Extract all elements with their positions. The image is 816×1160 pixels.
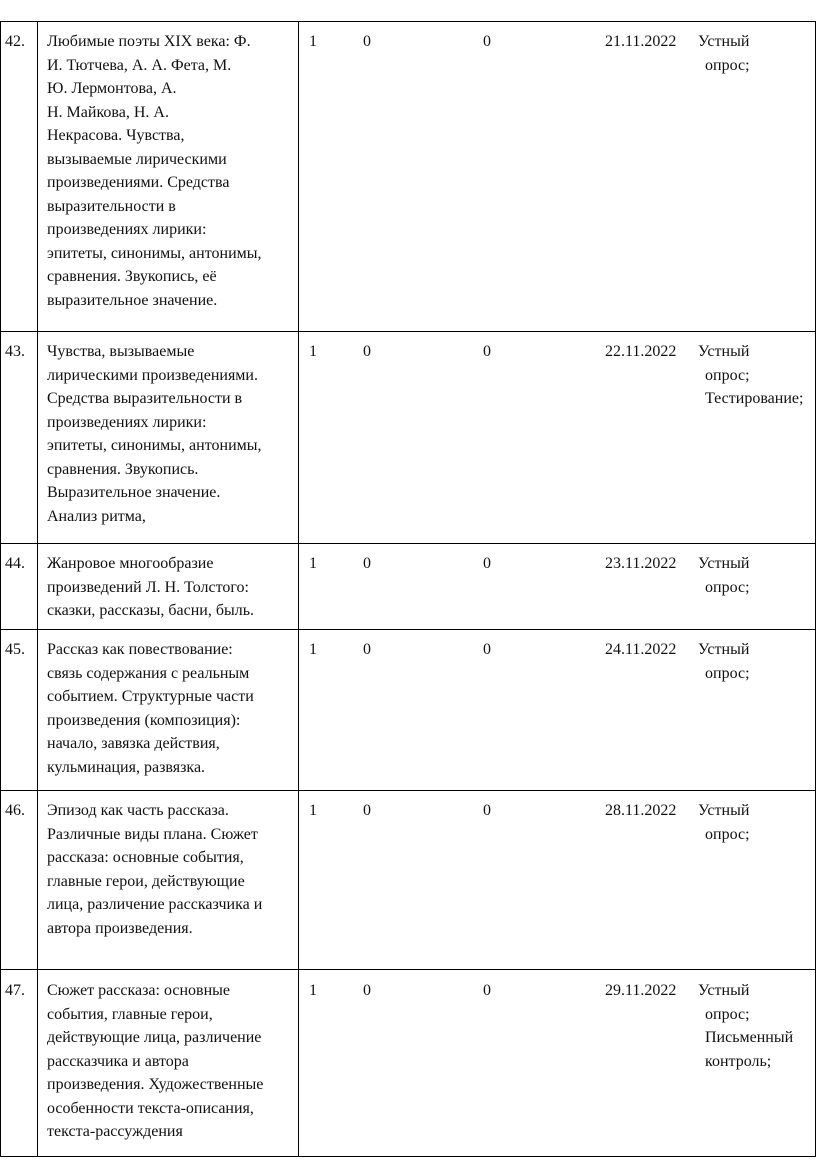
row-border xyxy=(0,1156,816,1157)
row-border xyxy=(0,543,816,544)
lesson-number: 43. xyxy=(5,343,25,360)
column-border xyxy=(0,21,1,1156)
lesson-number: 44. xyxy=(5,555,25,572)
topic-line: кульминация, развязка. xyxy=(47,758,206,776)
control-form-line: Устный xyxy=(698,802,750,819)
topic-line: сравнения. Звукопись. xyxy=(47,460,199,478)
control-form xyxy=(698,638,816,685)
hours-practice: 0 xyxy=(483,343,491,360)
topic-line: сказки, рассказы, басни, быль. xyxy=(47,602,255,619)
control-form-line: Письменный xyxy=(705,1029,794,1046)
topic-line: Некрасова. Чувства, xyxy=(47,127,185,144)
hours-practice: 0 xyxy=(483,641,491,658)
topic-line: Средства выразительности в xyxy=(47,390,243,407)
control-form-line: Устный xyxy=(698,555,750,572)
lesson-number: 46. xyxy=(5,802,25,819)
control-form-line: опрос; xyxy=(705,825,750,843)
control-form-line: Устный xyxy=(698,641,750,658)
topic-line: выразительности в xyxy=(47,197,176,215)
topic-line: произведений Л. Н. Толстого: xyxy=(47,578,249,596)
lesson-date: 21.11.2022 xyxy=(605,33,677,50)
lesson-topic xyxy=(47,979,297,1144)
row-border xyxy=(0,969,816,970)
hours-total: 1 xyxy=(309,641,317,658)
lesson-topic xyxy=(47,340,297,528)
topic-line: произведения. Художественные xyxy=(47,1076,264,1093)
lesson-number: 42. xyxy=(5,33,25,50)
lesson-date: 29.11.2022 xyxy=(605,982,677,999)
control-form-line: опрос; xyxy=(705,366,750,384)
column-border xyxy=(37,21,38,1156)
topic-line: эпитеты, синонимы, антонимы, xyxy=(47,437,262,454)
topic-line: вызываемые лирическими xyxy=(47,150,227,168)
topic-line: лица, различение рассказчика и xyxy=(47,896,263,913)
topic-line: Анализ ритма, xyxy=(47,507,146,525)
topic-line: текста-рассуждения xyxy=(47,1123,183,1140)
row-border xyxy=(0,790,816,791)
topic-line: И. Тютчева, А. А. Фета, М. xyxy=(47,56,232,74)
topic-line: эпитеты, синонимы, антонимы, xyxy=(47,244,262,262)
row-border xyxy=(0,331,816,332)
topic-line: автора произведения. xyxy=(47,919,193,937)
topic-line: выразительное значение. xyxy=(47,291,218,309)
lesson-topic xyxy=(47,30,297,312)
topic-line: начало, завязка действия, xyxy=(47,735,220,752)
topic-line: Эпизод как часть рассказа. xyxy=(47,802,229,819)
hours-control: 0 xyxy=(363,802,371,819)
control-form-line: Тестирование; xyxy=(705,390,804,407)
lesson-number: 45. xyxy=(5,641,25,658)
control-form xyxy=(698,979,816,1073)
lesson-topic xyxy=(47,638,297,779)
hours-total: 1 xyxy=(309,343,317,360)
column-border xyxy=(298,21,299,1156)
topic-line: Ю. Лермонтова, А. xyxy=(47,80,177,97)
topic-line: Жанровое многообразие xyxy=(47,555,214,572)
hours-total: 1 xyxy=(309,802,317,819)
row-border xyxy=(0,21,816,22)
topic-line: событием. Структурные части xyxy=(47,688,254,705)
lesson-date: 24.11.2022 xyxy=(605,641,677,658)
hours-practice: 0 xyxy=(483,982,491,999)
control-form-line: опрос; xyxy=(705,664,750,682)
control-form xyxy=(698,799,816,846)
row-border xyxy=(0,629,816,630)
control-form xyxy=(698,340,816,411)
topic-line: произведениях лирики: xyxy=(47,221,207,238)
control-form-line: контроль; xyxy=(705,1052,772,1070)
hours-total: 1 xyxy=(309,982,317,999)
topic-line: действующие лица, различение xyxy=(47,1029,262,1046)
topic-line: Любимые поэты XIX века: Ф. xyxy=(47,33,251,50)
hours-practice: 0 xyxy=(483,802,491,819)
control-form xyxy=(698,30,816,77)
control-form xyxy=(698,552,816,599)
hours-control: 0 xyxy=(363,641,371,658)
control-form-line: Устный xyxy=(698,33,750,50)
control-form-line: Устный xyxy=(698,343,750,360)
hours-practice: 0 xyxy=(483,33,491,50)
hours-control: 0 xyxy=(363,343,371,360)
topic-line: Чувства, вызываемые xyxy=(47,343,195,360)
hours-practice: 0 xyxy=(483,555,491,572)
topic-line: произведения (композиция): xyxy=(47,711,241,729)
topic-line: произведениями. Средства xyxy=(47,174,230,191)
lesson-topic xyxy=(47,799,297,940)
lesson-number: 47. xyxy=(5,982,25,999)
lesson-topic xyxy=(47,552,297,623)
hours-control: 0 xyxy=(363,555,371,572)
topic-line: рассказа: основные события, xyxy=(47,849,244,866)
topic-line: главные герои, действующие xyxy=(47,872,245,890)
control-form-line: опрос; xyxy=(705,1005,750,1023)
lesson-date: 23.11.2022 xyxy=(605,555,677,572)
topic-line: связь содержания с реальным xyxy=(47,664,250,682)
control-form-line: Устный xyxy=(698,982,750,999)
topic-line: произведениях лирики: xyxy=(47,413,207,431)
hours-total: 1 xyxy=(309,555,317,572)
control-form-line: опрос; xyxy=(705,578,750,596)
control-form-line: опрос; xyxy=(705,56,750,74)
lesson-date: 28.11.2022 xyxy=(605,802,677,819)
topic-line: особенности текста-описания, xyxy=(47,1099,254,1117)
topic-line: Различные виды плана. Сюжет xyxy=(47,825,258,843)
hours-control: 0 xyxy=(363,982,371,999)
topic-line: Сюжет рассказа: основные xyxy=(47,982,230,999)
topic-line: сравнения. Звукопись, её xyxy=(47,268,217,285)
topic-line: Рассказ как повествование: xyxy=(47,641,233,658)
topic-line: рассказчика и автора xyxy=(47,1052,189,1070)
topic-line: Выразительное значение. xyxy=(47,484,221,501)
topic-line: Н. Майкова, Н. А. xyxy=(47,103,169,121)
topic-line: лирическими произведениями. xyxy=(47,366,258,384)
topic-line: события, главные герои, xyxy=(47,1005,213,1023)
hours-total: 1 xyxy=(309,33,317,50)
hours-control: 0 xyxy=(363,33,371,50)
lesson-date: 22.11.2022 xyxy=(605,343,677,360)
